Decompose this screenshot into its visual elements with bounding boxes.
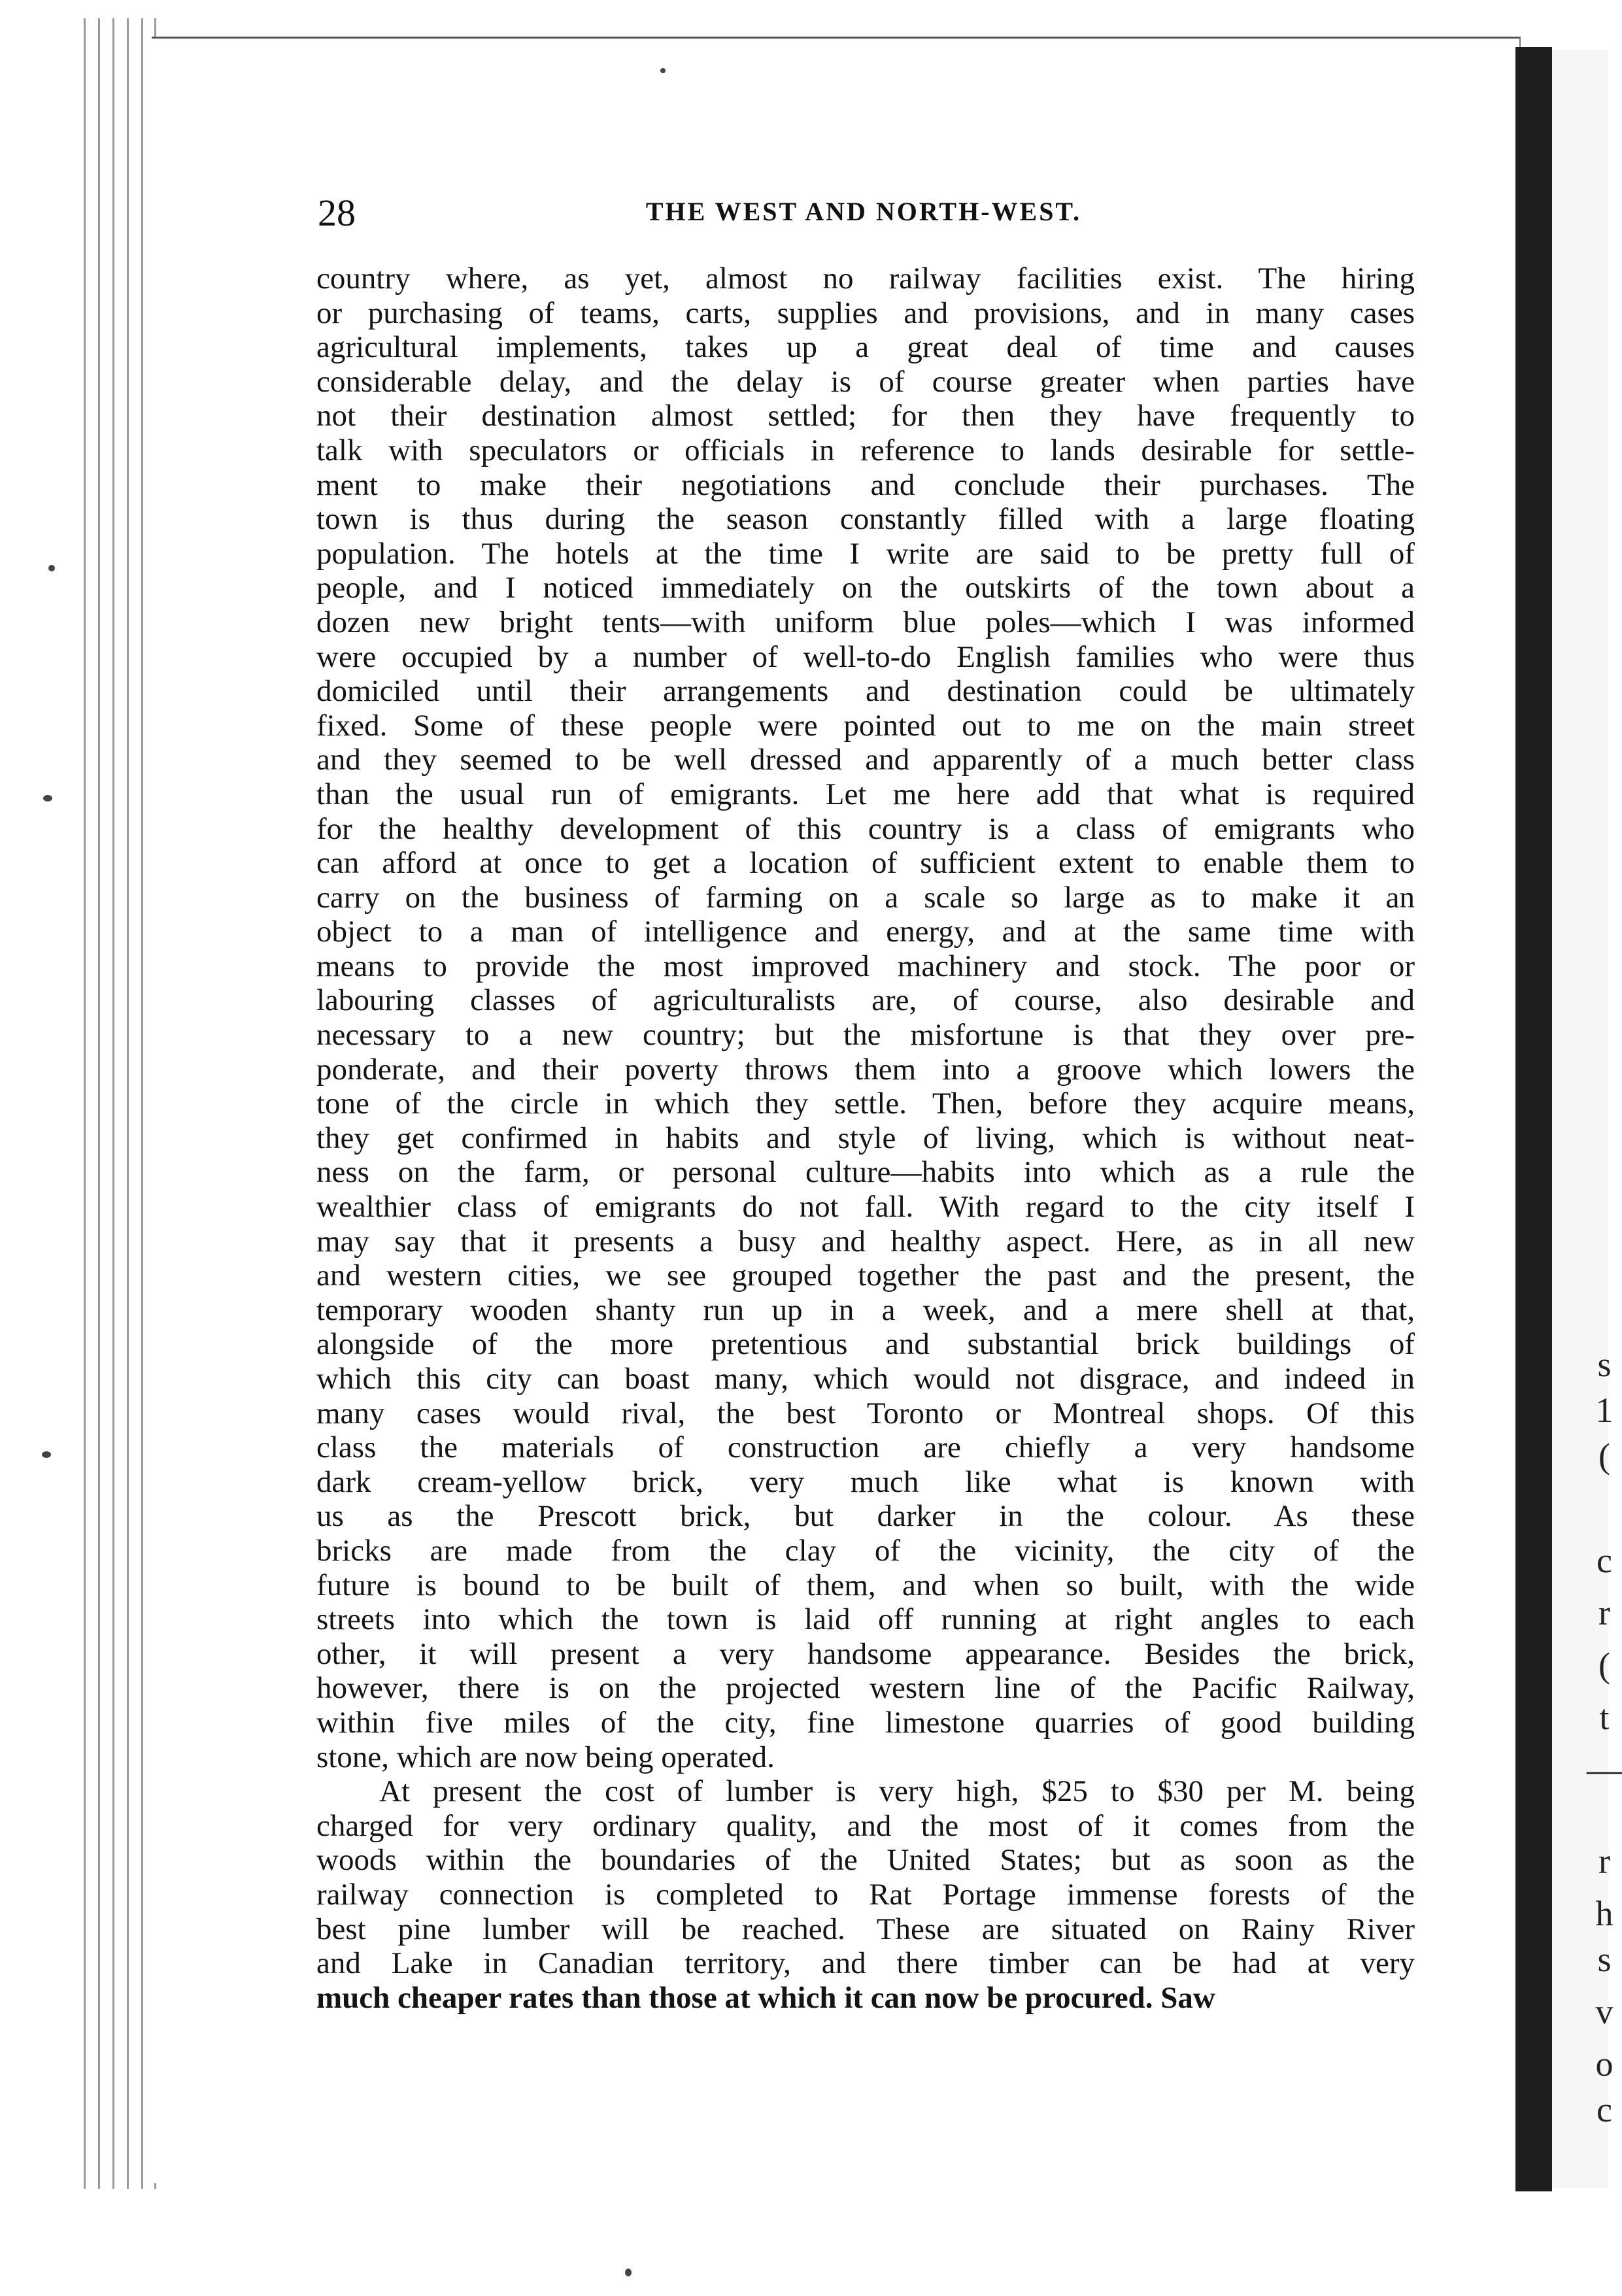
text-line: temporary wooden shanty run up in a week, and a mere shell at that, [316, 1292, 1415, 1327]
text-line: and western cities, we see grouped together the past and the present, the [316, 1258, 1415, 1293]
text-line: fixed. Some of these people were pointed out to me on the main street [316, 708, 1415, 743]
text-line: country where, as yet, almost no railway facilities exist. The hiring [316, 262, 1415, 295]
text-line: stone, which are now being operated. [316, 1740, 775, 1774]
text-line: can afford at once to get a location of sufficient extent to enable them to [316, 846, 1415, 881]
text-line: tone of the circle in which they settle. Then, before they acquire means, [316, 1087, 1415, 1121]
text-line: us as the Prescott brick, but darker in the colour. As these [316, 1499, 1415, 1534]
text-line: railway connection is completed to Rat Portage immense forests of the [316, 1877, 1415, 1912]
text-line: not their destination almost settled; for then they have frequently to [316, 399, 1415, 433]
speck [48, 565, 55, 571]
stack-line [84, 18, 86, 2189]
stack-line [127, 18, 129, 2189]
text-line: than the usual run of emigrants. Let me here add that what is required [316, 777, 1415, 811]
facing-page-char: c [1597, 2090, 1612, 2129]
text-line: means to provide the most improved machinery and stock. The poor or [316, 949, 1415, 983]
text-line: many cases would rival, the best Toronto or Montreal shops. Of this [316, 1396, 1415, 1430]
text-line: agricultural implements, takes up a great deal of time and causes [316, 330, 1415, 365]
text-line: ness on the farm, or personal culture—habits into which as a rule the [316, 1155, 1415, 1190]
stack-line [98, 18, 100, 2189]
text-line: people, and I noticed immediately on the outskirts of the town about a [316, 571, 1415, 605]
text-line: charged for very ordinary quality, and the most of it comes from the [316, 1808, 1415, 1843]
text-line: considerable delay, and the delay is of course greater when parties have [316, 364, 1415, 399]
text-line: they get confirmed in habits and style of living, which is without neat- [316, 1121, 1415, 1155]
text-line: talk with speculators or officials in reference to lands desirable for settle- [316, 433, 1415, 467]
facing-page-char: — [1587, 1750, 1622, 1789]
text-line: future is bound to be built of them, and when so built, with the wide [316, 1568, 1415, 1602]
running-title: THE WEST AND NORTH-WEST. [645, 197, 1082, 226]
facing-page-char: r [1598, 1842, 1610, 1881]
text-line: domiciled until their arrangements and destination could be ultimately [316, 674, 1415, 709]
speck [625, 2269, 632, 2276]
text-line: within five miles of the city, fine limestone quarries of good building [316, 1705, 1415, 1740]
text-line: woods within the boundaries of the United States; but as soon as the [316, 1843, 1415, 1878]
text-line: other, it will present a very handsome appearance. Besides the brick, [316, 1636, 1415, 1671]
text-line: necessary to a new country; but the misfortune is that they over pre- [316, 1018, 1415, 1053]
facing-page-char: 1 [1595, 1391, 1614, 1430]
text-line: carry on the business of farming on a scale so large as to make it an [316, 880, 1415, 915]
facing-page-char: v [1595, 1992, 1614, 2031]
text-line: dozen new bright tents—with uniform blue poles—which I was informed [316, 605, 1415, 639]
text-line: and they seemed to be well dressed and apparently of a much better class [316, 743, 1415, 777]
text-line: alongside of the more pretentious and substantial brick buildings of [316, 1327, 1415, 1362]
text-line: or purchasing of teams, carts, supplies and provisions, and in many cases [316, 295, 1415, 330]
text-line: labouring classes of agriculturalists are, of course, also desirable and [316, 983, 1415, 1018]
stack-line [112, 18, 114, 2189]
facing-page-char: r [1598, 1593, 1610, 1632]
facing-page-char: h [1595, 1894, 1614, 1933]
text-line: dark cream-yellow brick, very much like what is known with [316, 1464, 1415, 1499]
text-line: wealthier class of emigrants do not fall. With regard to the city itself I [316, 1190, 1415, 1224]
facing-page-char: t [1599, 1698, 1610, 1737]
text-line: were occupied by a number of well-to-do English families who were thus [316, 639, 1415, 674]
page-header [318, 191, 1410, 237]
text-line: At present the cost of lumber is very high, $25 to $30 per M. being [379, 1774, 1415, 1809]
text-line: best pine lumber will be reached. These are situated on Rainy River [316, 1912, 1415, 1946]
text-line: may say that it presents a busy and healthy aspect. Here, as in all new [316, 1224, 1415, 1258]
facing-page-char: s [1597, 1345, 1612, 1384]
text-line: ment to make their negotiations and conclude their purchases. The [316, 467, 1415, 502]
text-line: for the healthy development of this country is a class of emigrants who [316, 811, 1415, 846]
text-line: streets into which the town is laid off running at right angles to each [316, 1602, 1415, 1637]
facing-page-char: o [1595, 2044, 1614, 2084]
text-line: which this city can boast many, which would not disgrace, and indeed in [316, 1362, 1415, 1396]
body-text [316, 262, 1415, 2015]
facing-page-char: s [1597, 1940, 1612, 1979]
text-line: town is thus during the season constantly filled with a large floating [316, 502, 1415, 537]
text-line: much cheaper rates than those at which it can now be procured. Saw [316, 1980, 1215, 2015]
text-line: however, there is on the projected western line of the Pacific Railway, [316, 1671, 1415, 1706]
facing-page-char: ( [1598, 1646, 1610, 1685]
text-line: and Lake in Canadian territory, and there timber can be had at very [316, 1946, 1415, 1981]
speck [42, 1451, 51, 1458]
speck [660, 68, 666, 73]
stack-line [141, 18, 143, 2189]
facing-page-char: ( [1598, 1436, 1610, 1476]
binding-shadow-bar [1515, 47, 1552, 2191]
text-line: class the materials of construction are chiefly a very handsome [316, 1430, 1415, 1465]
facing-page-char: c [1597, 1541, 1612, 1580]
text-line: bricks are made from the clay of the vicinity, the city of the [316, 1533, 1415, 1568]
text-line: ponderate, and their poverty throws them into a groove which lowers the [316, 1052, 1415, 1087]
page-number: 28 [318, 192, 356, 234]
text-line: population. The hotels at the time I write are said to be pretty full of [316, 536, 1415, 571]
speck [43, 795, 52, 802]
text-line: object to a man of intelligence and energy, and at the same time with [316, 915, 1415, 949]
